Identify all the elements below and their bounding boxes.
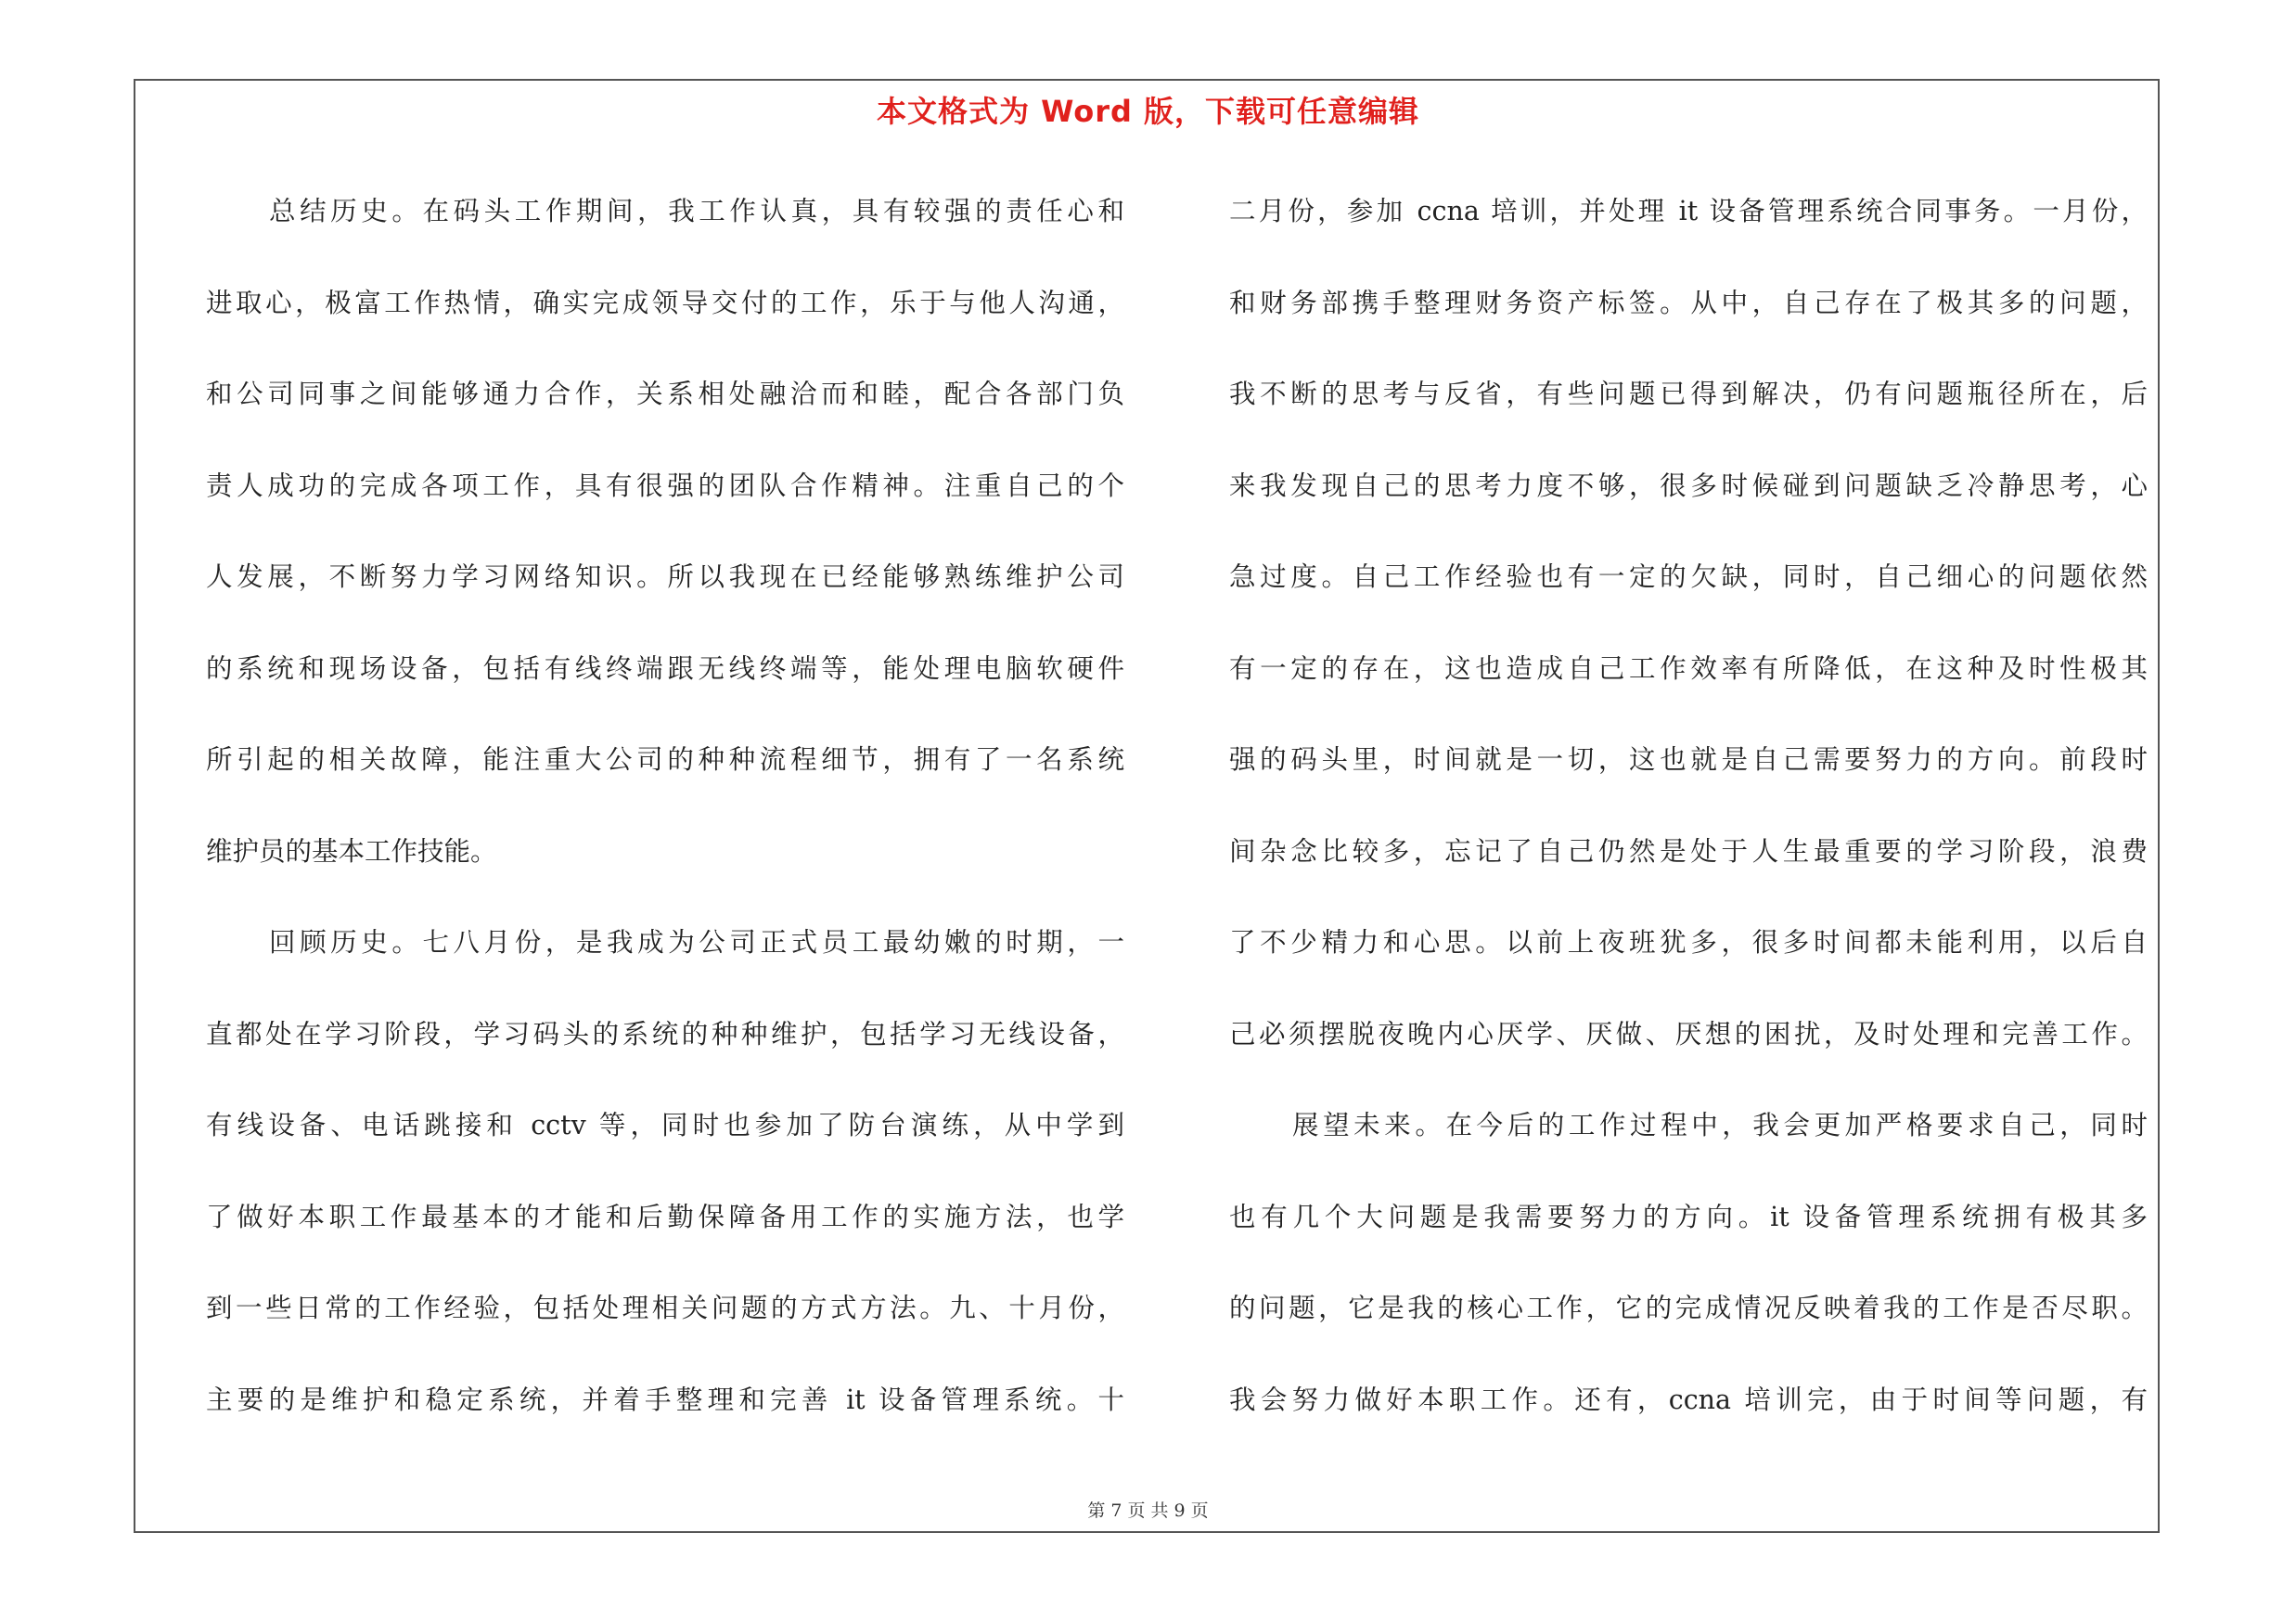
text-line: 和公司同事之间能够通力合作，关系相处融洽而和睦，配合各部门负: [206, 379, 1124, 409]
text-line: 所引起的相关故障，能注重大公司的种种流程细节，拥有了一名系统: [206, 744, 1124, 775]
text-line: 我会努力做好本职工作。还有，ccna 培训完，由于时间等问题，有: [1229, 1384, 2148, 1415]
text-line: 来我发现自己的思考力度不够，很多时候碰到问题缺乏冷静思考，心: [1229, 470, 2148, 501]
text-line: 展望未来。在今后的工作过程中，我会更加严格要求自己，同时: [1292, 1110, 2148, 1140]
text-line: 人发展，不断努力学习网络知识。所以我现在已经能够熟练维护公司: [206, 561, 1124, 592]
left-text-column: [206, 186, 1124, 1465]
text-line: 有一定的存在，这也造成自己工作效率有所降低，在这种及时性极其: [1229, 652, 2148, 684]
text-line: 急过度。自己工作经验也有一定的欠缺，同时，自己细心的问题依然: [1229, 561, 2148, 592]
text-line: 维护员的基本工作技能。: [206, 835, 497, 867]
format-banner: 本文格式为 Word 版，下载可任意编辑: [876, 94, 1420, 129]
right-text-column: [1229, 186, 2148, 1465]
text-line: 了不少精力和心思。以前上夜班犹多，很多时间都未能利用，以后自: [1229, 927, 2148, 958]
text-line: 总结历史。在码头工作期间，我工作认真，具有较强的责任心和: [269, 196, 1124, 226]
text-line: 的问题，它是我的核心工作，它的完成情况反映着我的工作是否尽职。: [1229, 1293, 2148, 1323]
text-line: 我不断的思考与反省，有些问题已得到解决，仍有问题瓶径所在，后: [1229, 379, 2148, 409]
text-line: 的系统和现场设备，包括有线终端跟无线终端等，能处理电脑软硬件: [206, 652, 1124, 684]
text-line: 间杂念比较多，忘记了自己仍然是处于人生最重要的学习阶段，浪费: [1229, 835, 2148, 867]
text-line: 二月份，参加 ccna 培训，并处理 it 设备管理系统合同事务。一月份，: [1229, 196, 2148, 226]
text-line: 也有几个大问题是我需要努力的方向。it 设备管理系统拥有极其多: [1229, 1201, 2148, 1232]
text-line: 主要的是维护和稳定系统，并着手整理和完善 it 设备管理系统。十: [206, 1384, 1124, 1415]
text-line: 和财务部携手整理财务资产标签。从中，自己存在了极其多的问题，: [1229, 287, 2148, 318]
text-line: 到一些日常的工作经验，包括处理相关问题的方式方法。九、十月份，: [206, 1293, 1124, 1323]
text-line: 了做好本职工作最基本的才能和后勤保障备用工作的实施方法，也学: [206, 1201, 1124, 1232]
page-number-footer: 第 7 页 共 9 页: [1087, 1501, 1209, 1521]
text-line: 责人成功的完成各项工作，具有很强的团队合作精神。注重自己的个: [206, 470, 1124, 501]
text-line: 有线设备、电话跳接和 cctv 等，同时也参加了防台演练，从中学到: [206, 1110, 1124, 1140]
text-line: 回顾历史。七八月份，是我成为公司正式员工最幼嫩的时期，一: [269, 927, 1124, 958]
text-line: 己必须摆脱夜晚内心厌学、厌做、厌想的困扰，及时处理和完善工作。: [1229, 1018, 2148, 1050]
text-line: 直都处在学习阶段，学习码头的系统的种种维护，包括学习无线设备，: [206, 1018, 1124, 1050]
text-line: 强的码头里，时间就是一切，这也就是自己需要努力的方向。前段时: [1229, 744, 2148, 775]
text-line: 进取心，极富工作热情，确实完成领导交付的工作，乐于与他人沟通，: [206, 287, 1124, 318]
